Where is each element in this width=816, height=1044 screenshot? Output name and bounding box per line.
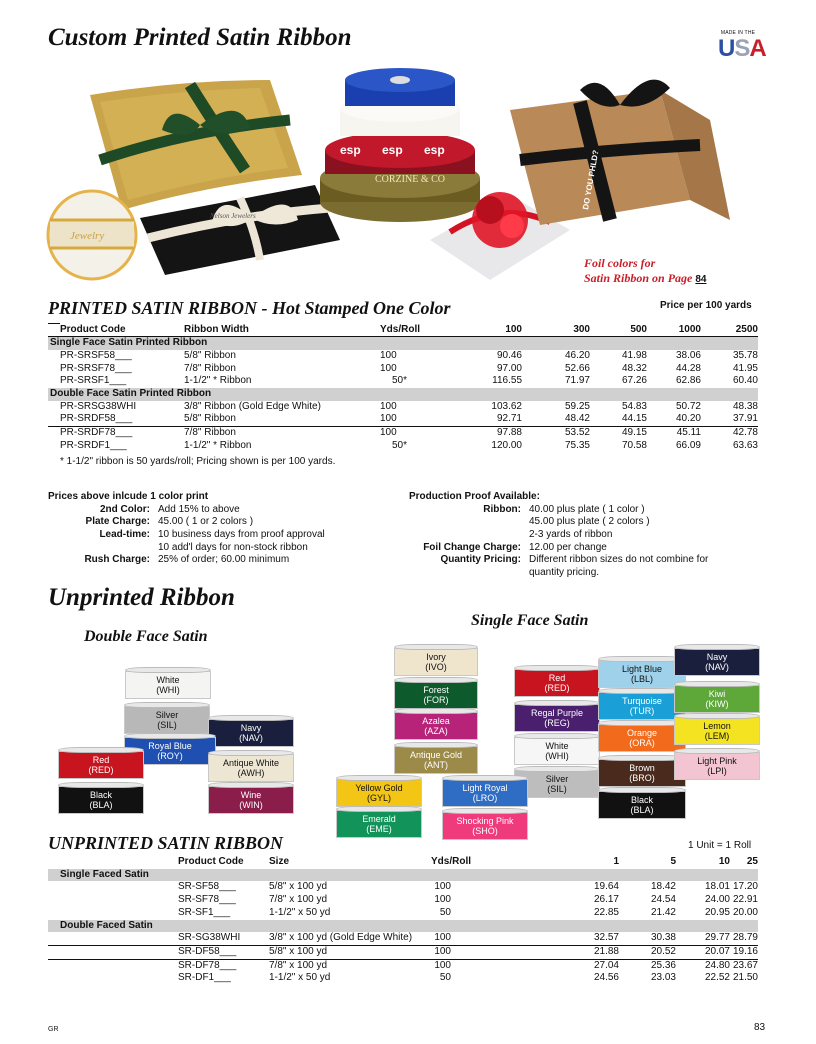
double-spool-win: [208, 782, 294, 814]
spool-color-code: (WIN): [239, 800, 263, 810]
single-spool-ora: [598, 720, 686, 752]
single-faced-band: Single Faced Satin: [48, 869, 758, 882]
spool-color-name: Royal Blue: [148, 740, 192, 751]
spool-color-code: (REG): [544, 718, 570, 728]
svg-text:CORZINE & CO: CORZINE & CO: [375, 174, 445, 185]
spool-color-code: (RED): [88, 765, 114, 775]
svg-text:esp: esp: [424, 143, 445, 157]
printed-table-header: Product Code Ribbon Width Yds/Roll 100 300 500 1000 2500: [48, 324, 758, 337]
foil-colors-note: Foil colors for Satin Ribbon on Page 84: [584, 256, 707, 285]
printed-ribbon-table: [48, 323, 758, 453]
spool-color-name: Light Royal: [462, 782, 508, 793]
table-row: SR-SF58___ 5/8" x 100 yd 100 19.64 18.42 18.01 17.20: [178, 881, 758, 893]
spool-color-code: (AWH): [237, 768, 265, 778]
spool-color-code: (AZA): [424, 726, 448, 736]
table-row: PR-SRDF78___ 7/8" Ribbon 100 97.88 53.52 49.15 45.11 42.78: [48, 427, 758, 440]
spool-color-code: (ORA): [629, 738, 655, 748]
spool-color-name: Light Blue: [621, 663, 663, 674]
unprinted-table-header: Product Code Size Yds/Roll 1 5 10 25: [178, 856, 758, 867]
spool-color-code: (SHO): [472, 826, 498, 836]
spool-color-name: Navy: [706, 651, 728, 662]
single-spool-ivo: [394, 644, 478, 676]
single-spool-lem: [674, 713, 760, 745]
spool-color-name: Silver: [155, 709, 179, 720]
spool-color-code: (IVO): [425, 662, 447, 672]
spool-color-code: (KIW): [705, 699, 729, 709]
spool-color-name: Navy: [240, 722, 262, 733]
made-in-usa-badge: MADE IN THE USA: [718, 30, 766, 62]
table-row: SR-SG38WHI 3/8" x 100 yd (Gold Edge White) 100 32.57 30.38 29.77 28.79: [178, 932, 758, 944]
table-row: PR-SRSF1___ 1-1/2" * Ribbon 50* 116.55 71.97 67.26 62.86 60.40: [60, 375, 758, 387]
spool-color-name: Brown: [629, 762, 655, 773]
single-spool-gyl: [336, 775, 422, 807]
svg-text:Jewelry: Jewelry: [70, 230, 105, 242]
spool-color-code: (BLA): [630, 805, 654, 815]
single-spool-reg: [514, 700, 600, 732]
spool-color-code: (LBL): [630, 674, 653, 684]
spool-color-name: Antique White: [222, 757, 280, 768]
single-spool-ant: [394, 742, 478, 774]
spool-color-code: (ROY): [157, 751, 183, 761]
spool-color-code: (NAV): [705, 662, 729, 672]
spool-color-name: Orange: [626, 727, 658, 738]
spool-color-name: Lemon: [703, 720, 731, 731]
double-faced-band: Double Faced Satin: [48, 920, 758, 933]
spool-color-code: (FOR): [423, 695, 449, 705]
spool-color-name: Red: [92, 754, 110, 765]
table-row: SR-SF78___ 7/8" x 100 yd 100 26.17 24.54 24.00 22.91: [178, 894, 758, 906]
spool-color-code: (LRO): [472, 793, 498, 803]
double-face-printed-band: Double Face Satin Printed Ribbon: [48, 388, 758, 401]
printed-footnote: * 1-1/2" ribbon is 50 yards/roll; Pricing shown is per 100 yards.: [60, 456, 336, 467]
spool-color-name: Silver: [545, 773, 569, 784]
table-row: PR-SRSF58___ 5/8" Ribbon 100 90.46 46.20 41.98 38.06 35.78: [60, 349, 758, 361]
single-face-title: Single Face Satin: [471, 612, 589, 629]
spool-color-code: (WHI): [545, 751, 569, 761]
page-number: 83: [754, 1022, 766, 1033]
table-row: PR-SRDF58___ 5/8" Ribbon 100 92.71 48.42 44.15 40.20 37.91: [60, 413, 758, 425]
single-spool-aza: [394, 708, 478, 740]
unit-note: 1 Unit = 1 Roll: [688, 840, 752, 851]
spool-color-name: Forest: [423, 684, 449, 695]
print-charges-notes: Prices above inlcude 1 color print 2nd Color: Add 15% to above Plate Charge: 45.00 ( 1 or 2 colors ) Lead-time: 10 business days from proof approval 10 add'l days for non-stock ribbon Rush Charge: 25% of order; 60.00 minimum: [48, 491, 325, 566]
single-spool-bro: [598, 755, 686, 787]
table-row: PR-SRSG38WHI 3/8" Ribbon (Gold Edge White) 100 103.62 59.25 54.83 50.72 48.38: [60, 400, 758, 412]
unprinted-satin-heading: UNPRINTED SATIN RIBBON: [48, 833, 284, 853]
spool-color-code: (WHI): [156, 685, 180, 695]
price-per-note: Price per 100 yards: [660, 300, 752, 311]
spool-color-name: Yellow Gold: [355, 782, 403, 793]
single-spool-red: [514, 665, 600, 697]
spool-color-code: (EME): [366, 824, 392, 834]
spool-color-code: (LEM): [704, 731, 730, 741]
single-spool-bla: [598, 787, 686, 819]
single-spool-kiw: [674, 681, 760, 713]
spool-color-code: (NAV): [239, 733, 263, 743]
spool-color-name: Regal Purple: [530, 707, 584, 718]
table-row: SR-DF78___ 7/8" x 100 yd 100 27.04 25.36 24.80 23.67: [48, 959, 758, 972]
spool-color-name: Azalea: [422, 715, 450, 726]
single-spool-for: [394, 677, 478, 709]
spool-color-name: Shocking Pink: [456, 815, 514, 826]
spool-color-code: (SIL): [547, 784, 567, 794]
spool-color-name: White: [545, 740, 569, 751]
spool-color-name: Turquoise: [622, 695, 662, 706]
spool-color-name: Emerald: [362, 813, 396, 824]
single-spool-sho: [442, 808, 528, 840]
spool-color-name: Red: [548, 672, 566, 683]
spool-color-code: (TUR): [629, 706, 655, 716]
proof-notes: Production Proof Available: Ribbon: 40.00 plus plate ( 1 color ) 45.00 plus plate ( 2 colors ) 2-3 yards of ribbon Foil Change Charge: 12.00 per change Quantity Pricing: Different ribbon sizes do not combine for quantity pricing.: [409, 491, 709, 579]
spool-color-code: (RED): [544, 683, 570, 693]
spool-color-name: Ivory: [426, 651, 446, 662]
spool-color-code: (ANT): [424, 760, 448, 770]
spool-color-name: Antique Gold: [409, 749, 463, 760]
double-spool-bla: [58, 782, 144, 814]
spool-color-code: (BLA): [89, 800, 113, 810]
single-face-printed-band: Single Face Satin Printed Ribbon: [48, 337, 758, 350]
single-spool-lbl: [598, 656, 686, 688]
page-title: Custom Printed Satin Ribbon: [48, 24, 352, 51]
double-spool-awh: [208, 750, 294, 782]
single-spool-whi: [514, 733, 600, 765]
svg-text:esp: esp: [340, 143, 361, 157]
single-spool-tur: [598, 688, 686, 720]
spool-color-code: (GYL): [366, 793, 391, 803]
spool-color-code: (LPI): [707, 766, 727, 776]
footer-code: GR: [48, 1026, 59, 1033]
spool-color-name: Wine: [240, 789, 262, 800]
unprinted-ribbon-title: Unprinted Ribbon: [48, 584, 235, 611]
svg-text:DO YOU PHLD?: DO YOU PHLD?: [581, 149, 601, 211]
spool-color-name: Black: [89, 789, 112, 800]
table-row: PR-SRSF78___ 7/8" Ribbon 100 97.00 52.66 48.32 44.28 41.95: [60, 362, 758, 374]
single-spool-lro: [442, 775, 528, 807]
single-spool-lpi: [674, 748, 760, 780]
table-row: SR-DF1___ 1-1/2" x 50 yd 50 24.56 23.03 22.52 21.50: [178, 972, 758, 984]
spool-color-name: Light Pink: [697, 755, 737, 766]
double-spool-nav: [208, 715, 294, 747]
spool-color-code: (SIL): [157, 720, 177, 730]
single-spool-nav: [674, 644, 760, 676]
svg-text:Nelson Jewelers: Nelson Jewelers: [210, 212, 256, 220]
double-spool-whi: [125, 667, 211, 699]
page-84-link[interactable]: 84: [695, 274, 707, 285]
table-row: PR-SRDF1___ 1-1/2" * Ribbon 50* 120.00 75.35 70.58 66.09 63.63: [60, 439, 758, 451]
printed-satin-heading: PRINTED SATIN RIBBON - Hot Stamped One Color: [48, 298, 451, 318]
table-row: SR-SF1___ 1-1/2" x 50 yd 50 22.85 21.42 20.95 20.00: [178, 906, 758, 918]
table-row: SR-DF58___ 5/8" x 100 yd 100 21.88 20.52 20.07 19.16: [48, 945, 758, 959]
spool-color-name: White: [156, 674, 180, 685]
spool-color-code: (BRO): [629, 773, 655, 783]
double-spool-sil: [124, 702, 210, 734]
double-face-title: Double Face Satin: [84, 628, 208, 645]
unprinted-ribbon-table: [48, 856, 758, 985]
spool-color-name: Kiwi: [708, 688, 726, 699]
double-spool-red: [58, 747, 144, 779]
spool-color-name: Black: [630, 794, 653, 805]
svg-text:esp: esp: [382, 143, 403, 157]
single-spool-eme: [336, 806, 422, 838]
